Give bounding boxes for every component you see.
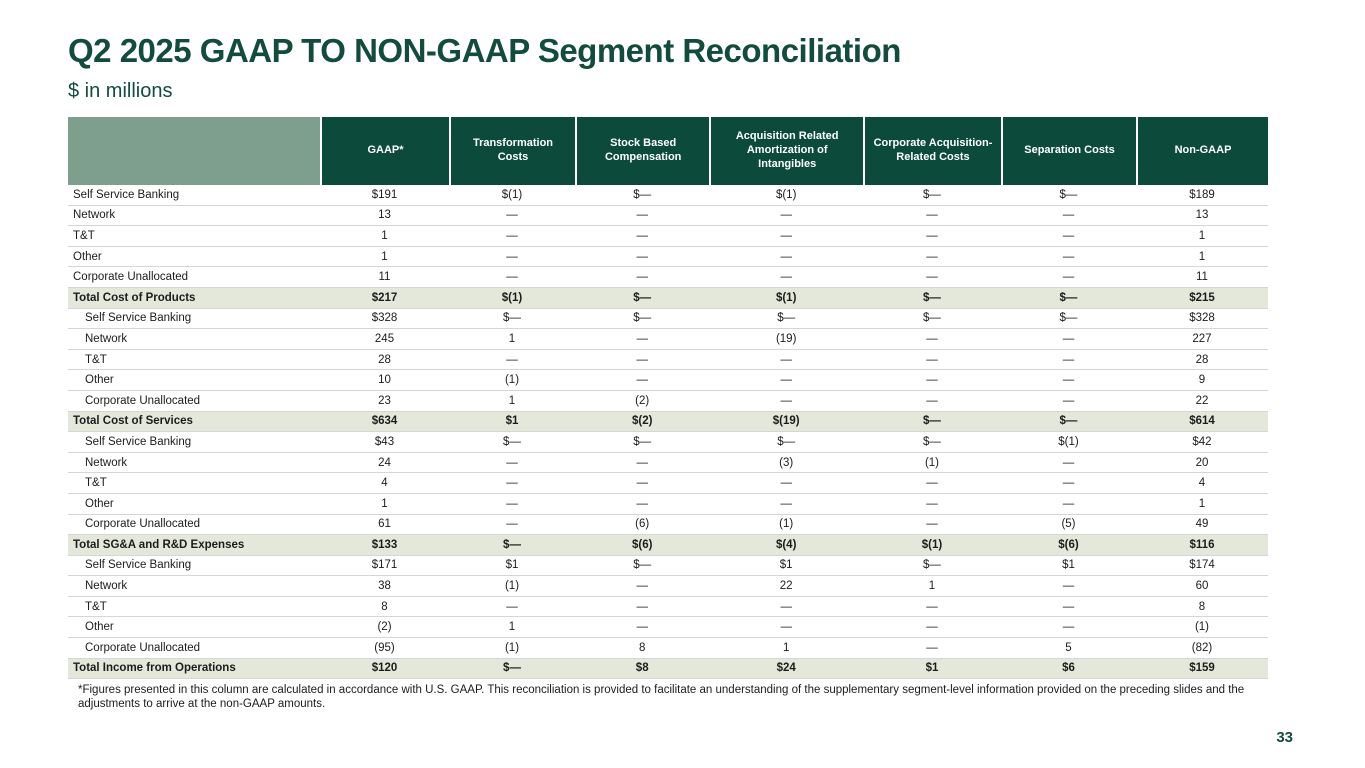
value-cell: — [575, 370, 709, 391]
value-cell: — [863, 370, 1001, 391]
value-cell: — [863, 494, 1001, 515]
value-cell: $— [449, 432, 575, 453]
value-cell: 11 [320, 267, 449, 288]
table-row [68, 576, 1268, 597]
value-cell: $— [863, 185, 1001, 206]
value-cell: — [709, 247, 863, 268]
value-cell: — [449, 267, 575, 288]
value-cell: — [863, 473, 1001, 494]
row-label: Self Service Banking [68, 309, 320, 330]
value-cell: 1 [449, 617, 575, 638]
value-cell: (1) [1136, 617, 1268, 638]
table-row [68, 350, 1268, 371]
table-header [68, 117, 1268, 185]
value-cell: 24 [320, 453, 449, 474]
row-label: T&T [68, 597, 320, 618]
row-label: Corporate Unallocated [68, 638, 320, 659]
value-cell: 227 [1136, 329, 1268, 350]
value-cell: $— [863, 288, 1001, 309]
value-cell: 1 [449, 391, 575, 412]
value-cell: $189 [1136, 185, 1268, 206]
value-cell: 49 [1136, 515, 1268, 536]
value-cell: $(4) [709, 535, 863, 556]
value-cell: $6 [1001, 659, 1136, 680]
value-cell: $— [863, 309, 1001, 330]
table-row [68, 597, 1268, 618]
value-cell: $— [449, 309, 575, 330]
value-cell: — [863, 267, 1001, 288]
table-row [68, 226, 1268, 247]
value-cell: $(2) [575, 412, 709, 433]
value-cell: 20 [1136, 453, 1268, 474]
value-cell: 1 [449, 329, 575, 350]
value-cell: (1) [863, 453, 1001, 474]
value-cell: (19) [709, 329, 863, 350]
value-cell: — [575, 453, 709, 474]
value-cell: — [709, 617, 863, 638]
units-subtitle: $ in millions [68, 80, 173, 102]
value-cell: — [449, 350, 575, 371]
value-cell: 28 [1136, 350, 1268, 371]
value-cell: — [1001, 453, 1136, 474]
total-row [68, 288, 1268, 309]
value-cell: 8 [575, 638, 709, 659]
total-row [68, 412, 1268, 433]
table-row [68, 309, 1268, 330]
row-label: Corporate Unallocated [68, 515, 320, 536]
table-row [68, 515, 1268, 536]
value-cell: $— [1001, 288, 1136, 309]
value-cell: $(1) [709, 288, 863, 309]
value-cell: $(1) [863, 535, 1001, 556]
value-cell: $— [863, 412, 1001, 433]
row-label: Other [68, 247, 320, 268]
value-cell: — [1001, 473, 1136, 494]
table-row [68, 494, 1268, 515]
value-cell: $328 [1136, 309, 1268, 330]
table-row [68, 473, 1268, 494]
value-cell: 1 [1136, 494, 1268, 515]
value-cell: — [575, 350, 709, 371]
value-cell: 22 [709, 576, 863, 597]
value-cell: 10 [320, 370, 449, 391]
table-row [68, 185, 1268, 206]
value-cell: — [449, 453, 575, 474]
value-cell: $1 [1001, 556, 1136, 577]
value-cell: — [863, 226, 1001, 247]
value-cell: 4 [320, 473, 449, 494]
table-row [68, 391, 1268, 412]
value-cell: — [449, 597, 575, 618]
corner-header-cell [68, 117, 320, 185]
row-label: T&T [68, 473, 320, 494]
value-cell: (2) [575, 391, 709, 412]
value-cell: — [709, 350, 863, 371]
value-cell: — [449, 247, 575, 268]
table-row [68, 638, 1268, 659]
column-header: Stock Based Compensation [575, 117, 709, 185]
value-cell: 1 [320, 494, 449, 515]
value-cell: $159 [1136, 659, 1268, 680]
value-cell: — [1001, 247, 1136, 268]
value-cell: (1) [449, 638, 575, 659]
value-cell: — [449, 494, 575, 515]
value-cell: 61 [320, 515, 449, 536]
row-label: Network [68, 453, 320, 474]
table-row [68, 370, 1268, 391]
value-cell: — [449, 515, 575, 536]
value-cell: 4 [1136, 473, 1268, 494]
value-cell: — [1001, 617, 1136, 638]
value-cell: — [1001, 494, 1136, 515]
value-cell: 5 [1001, 638, 1136, 659]
value-cell: $1 [449, 412, 575, 433]
footnote: *Figures presented in this column are calculated in accordance with U.S. GAAP. This reconciliation is provided to facilitate an understanding of the supplementary segment-level information provided on the preceding slides and the adjustments to arrive at the non-GAAP amounts. [78, 684, 1245, 710]
value-cell: $116 [1136, 535, 1268, 556]
value-cell: — [575, 267, 709, 288]
value-cell: — [863, 391, 1001, 412]
value-cell: $— [449, 659, 575, 680]
column-header: Acquisition Related Amortization of Intangibles [709, 117, 863, 185]
value-cell: $(1) [449, 288, 575, 309]
row-label: Other [68, 370, 320, 391]
value-cell: $— [1001, 412, 1136, 433]
value-cell: 1 [863, 576, 1001, 597]
value-cell: $— [863, 556, 1001, 577]
value-cell: $— [575, 288, 709, 309]
value-cell: 8 [1136, 597, 1268, 618]
value-cell: (3) [709, 453, 863, 474]
table-row [68, 247, 1268, 268]
value-cell: $— [575, 432, 709, 453]
value-cell: — [1001, 597, 1136, 618]
table-row [68, 432, 1268, 453]
value-cell: (5) [1001, 515, 1136, 536]
value-cell: (95) [320, 638, 449, 659]
row-label: Network [68, 206, 320, 227]
column-header: Transformation Costs [449, 117, 575, 185]
value-cell: — [1001, 267, 1136, 288]
value-cell: — [575, 206, 709, 227]
row-label: Total Cost of Services [68, 412, 320, 433]
value-cell: (1) [709, 515, 863, 536]
value-cell: — [575, 329, 709, 350]
value-cell: — [709, 391, 863, 412]
value-cell: $(19) [709, 412, 863, 433]
value-cell: 13 [1136, 206, 1268, 227]
value-cell: — [1001, 391, 1136, 412]
column-header: Separation Costs [1001, 117, 1136, 185]
table-row [68, 453, 1268, 474]
value-cell: — [1001, 350, 1136, 371]
segment-reconciliation-table [68, 117, 1268, 679]
column-header: Corporate Acquisition-Related Costs [863, 117, 1001, 185]
value-cell: — [709, 226, 863, 247]
value-cell: $215 [1136, 288, 1268, 309]
value-cell: $1 [709, 556, 863, 577]
value-cell: 1 [320, 226, 449, 247]
value-cell: $42 [1136, 432, 1268, 453]
value-cell: $1 [863, 659, 1001, 680]
value-cell: — [709, 206, 863, 227]
value-cell: $120 [320, 659, 449, 680]
value-cell: — [449, 226, 575, 247]
row-label: Corporate Unallocated [68, 267, 320, 288]
value-cell: 22 [1136, 391, 1268, 412]
value-cell: $1 [449, 556, 575, 577]
row-label: T&T [68, 350, 320, 371]
value-cell: $634 [320, 412, 449, 433]
value-cell: — [709, 370, 863, 391]
value-cell: $— [449, 535, 575, 556]
value-cell: 1 [1136, 247, 1268, 268]
value-cell: $133 [320, 535, 449, 556]
value-cell: (1) [449, 370, 575, 391]
value-cell: (1) [449, 576, 575, 597]
value-cell: $174 [1136, 556, 1268, 577]
value-cell: $(1) [1001, 432, 1136, 453]
value-cell: $(1) [709, 185, 863, 206]
value-cell: — [1001, 226, 1136, 247]
value-cell: $(1) [449, 185, 575, 206]
table-row [68, 206, 1268, 227]
value-cell: — [449, 473, 575, 494]
value-cell: 38 [320, 576, 449, 597]
row-label: T&T [68, 226, 320, 247]
row-label: Self Service Banking [68, 432, 320, 453]
value-cell: $614 [1136, 412, 1268, 433]
value-cell: 1 [709, 638, 863, 659]
value-cell: — [863, 617, 1001, 638]
value-cell: 13 [320, 206, 449, 227]
value-cell: — [449, 206, 575, 227]
value-cell: — [863, 206, 1001, 227]
value-cell: (2) [320, 617, 449, 638]
value-cell: $— [709, 309, 863, 330]
value-cell: $217 [320, 288, 449, 309]
row-label: Total SG&A and R&D Expenses [68, 535, 320, 556]
total-row [68, 535, 1268, 556]
value-cell: $328 [320, 309, 449, 330]
page-number: 33 [1276, 729, 1293, 746]
value-cell: $— [575, 185, 709, 206]
row-label: Corporate Unallocated [68, 391, 320, 412]
value-cell: — [575, 226, 709, 247]
value-cell: $— [575, 556, 709, 577]
value-cell: $— [863, 432, 1001, 453]
value-cell: — [575, 597, 709, 618]
value-cell: $24 [709, 659, 863, 680]
value-cell: — [863, 350, 1001, 371]
value-cell: — [709, 267, 863, 288]
value-cell: 1 [320, 247, 449, 268]
value-cell: $(6) [1001, 535, 1136, 556]
page-title: Q2 2025 GAAP TO NON-GAAP Segment Reconciliation [68, 32, 901, 69]
row-label: Total Cost of Products [68, 288, 320, 309]
value-cell: — [575, 494, 709, 515]
value-cell: — [709, 597, 863, 618]
value-cell: $43 [320, 432, 449, 453]
value-cell: $— [1001, 185, 1136, 206]
value-cell: — [709, 473, 863, 494]
value-cell: — [863, 638, 1001, 659]
value-cell: — [1001, 370, 1136, 391]
total-row [68, 659, 1268, 680]
value-cell: — [863, 329, 1001, 350]
value-cell: — [575, 473, 709, 494]
table-row [68, 267, 1268, 288]
column-header: Non-GAAP [1136, 117, 1268, 185]
value-cell: — [575, 576, 709, 597]
row-label: Self Service Banking [68, 185, 320, 206]
row-label: Other [68, 617, 320, 638]
row-label: Total Income from Operations [68, 659, 320, 680]
column-header: GAAP* [320, 117, 449, 185]
value-cell: — [1001, 206, 1136, 227]
value-cell: $— [1001, 309, 1136, 330]
row-label: Network [68, 329, 320, 350]
value-cell: — [575, 617, 709, 638]
value-cell: 245 [320, 329, 449, 350]
value-cell: — [575, 247, 709, 268]
row-label: Network [68, 576, 320, 597]
value-cell: $— [709, 432, 863, 453]
value-cell: — [1001, 576, 1136, 597]
table-row [68, 329, 1268, 350]
value-cell: — [863, 597, 1001, 618]
value-cell: — [709, 494, 863, 515]
value-cell: $8 [575, 659, 709, 680]
value-cell: 1 [1136, 226, 1268, 247]
value-cell: $(6) [575, 535, 709, 556]
value-cell: — [863, 247, 1001, 268]
row-label: Self Service Banking [68, 556, 320, 577]
value-cell: 23 [320, 391, 449, 412]
value-cell: 8 [320, 597, 449, 618]
value-cell: 60 [1136, 576, 1268, 597]
value-cell: $171 [320, 556, 449, 577]
value-cell: 9 [1136, 370, 1268, 391]
table-row [68, 556, 1268, 577]
value-cell: — [863, 515, 1001, 536]
value-cell: $— [575, 309, 709, 330]
value-cell: (82) [1136, 638, 1268, 659]
value-cell: $191 [320, 185, 449, 206]
row-label: Other [68, 494, 320, 515]
value-cell: (6) [575, 515, 709, 536]
table-row [68, 617, 1268, 638]
value-cell: 28 [320, 350, 449, 371]
value-cell: — [1001, 329, 1136, 350]
value-cell: 11 [1136, 267, 1268, 288]
